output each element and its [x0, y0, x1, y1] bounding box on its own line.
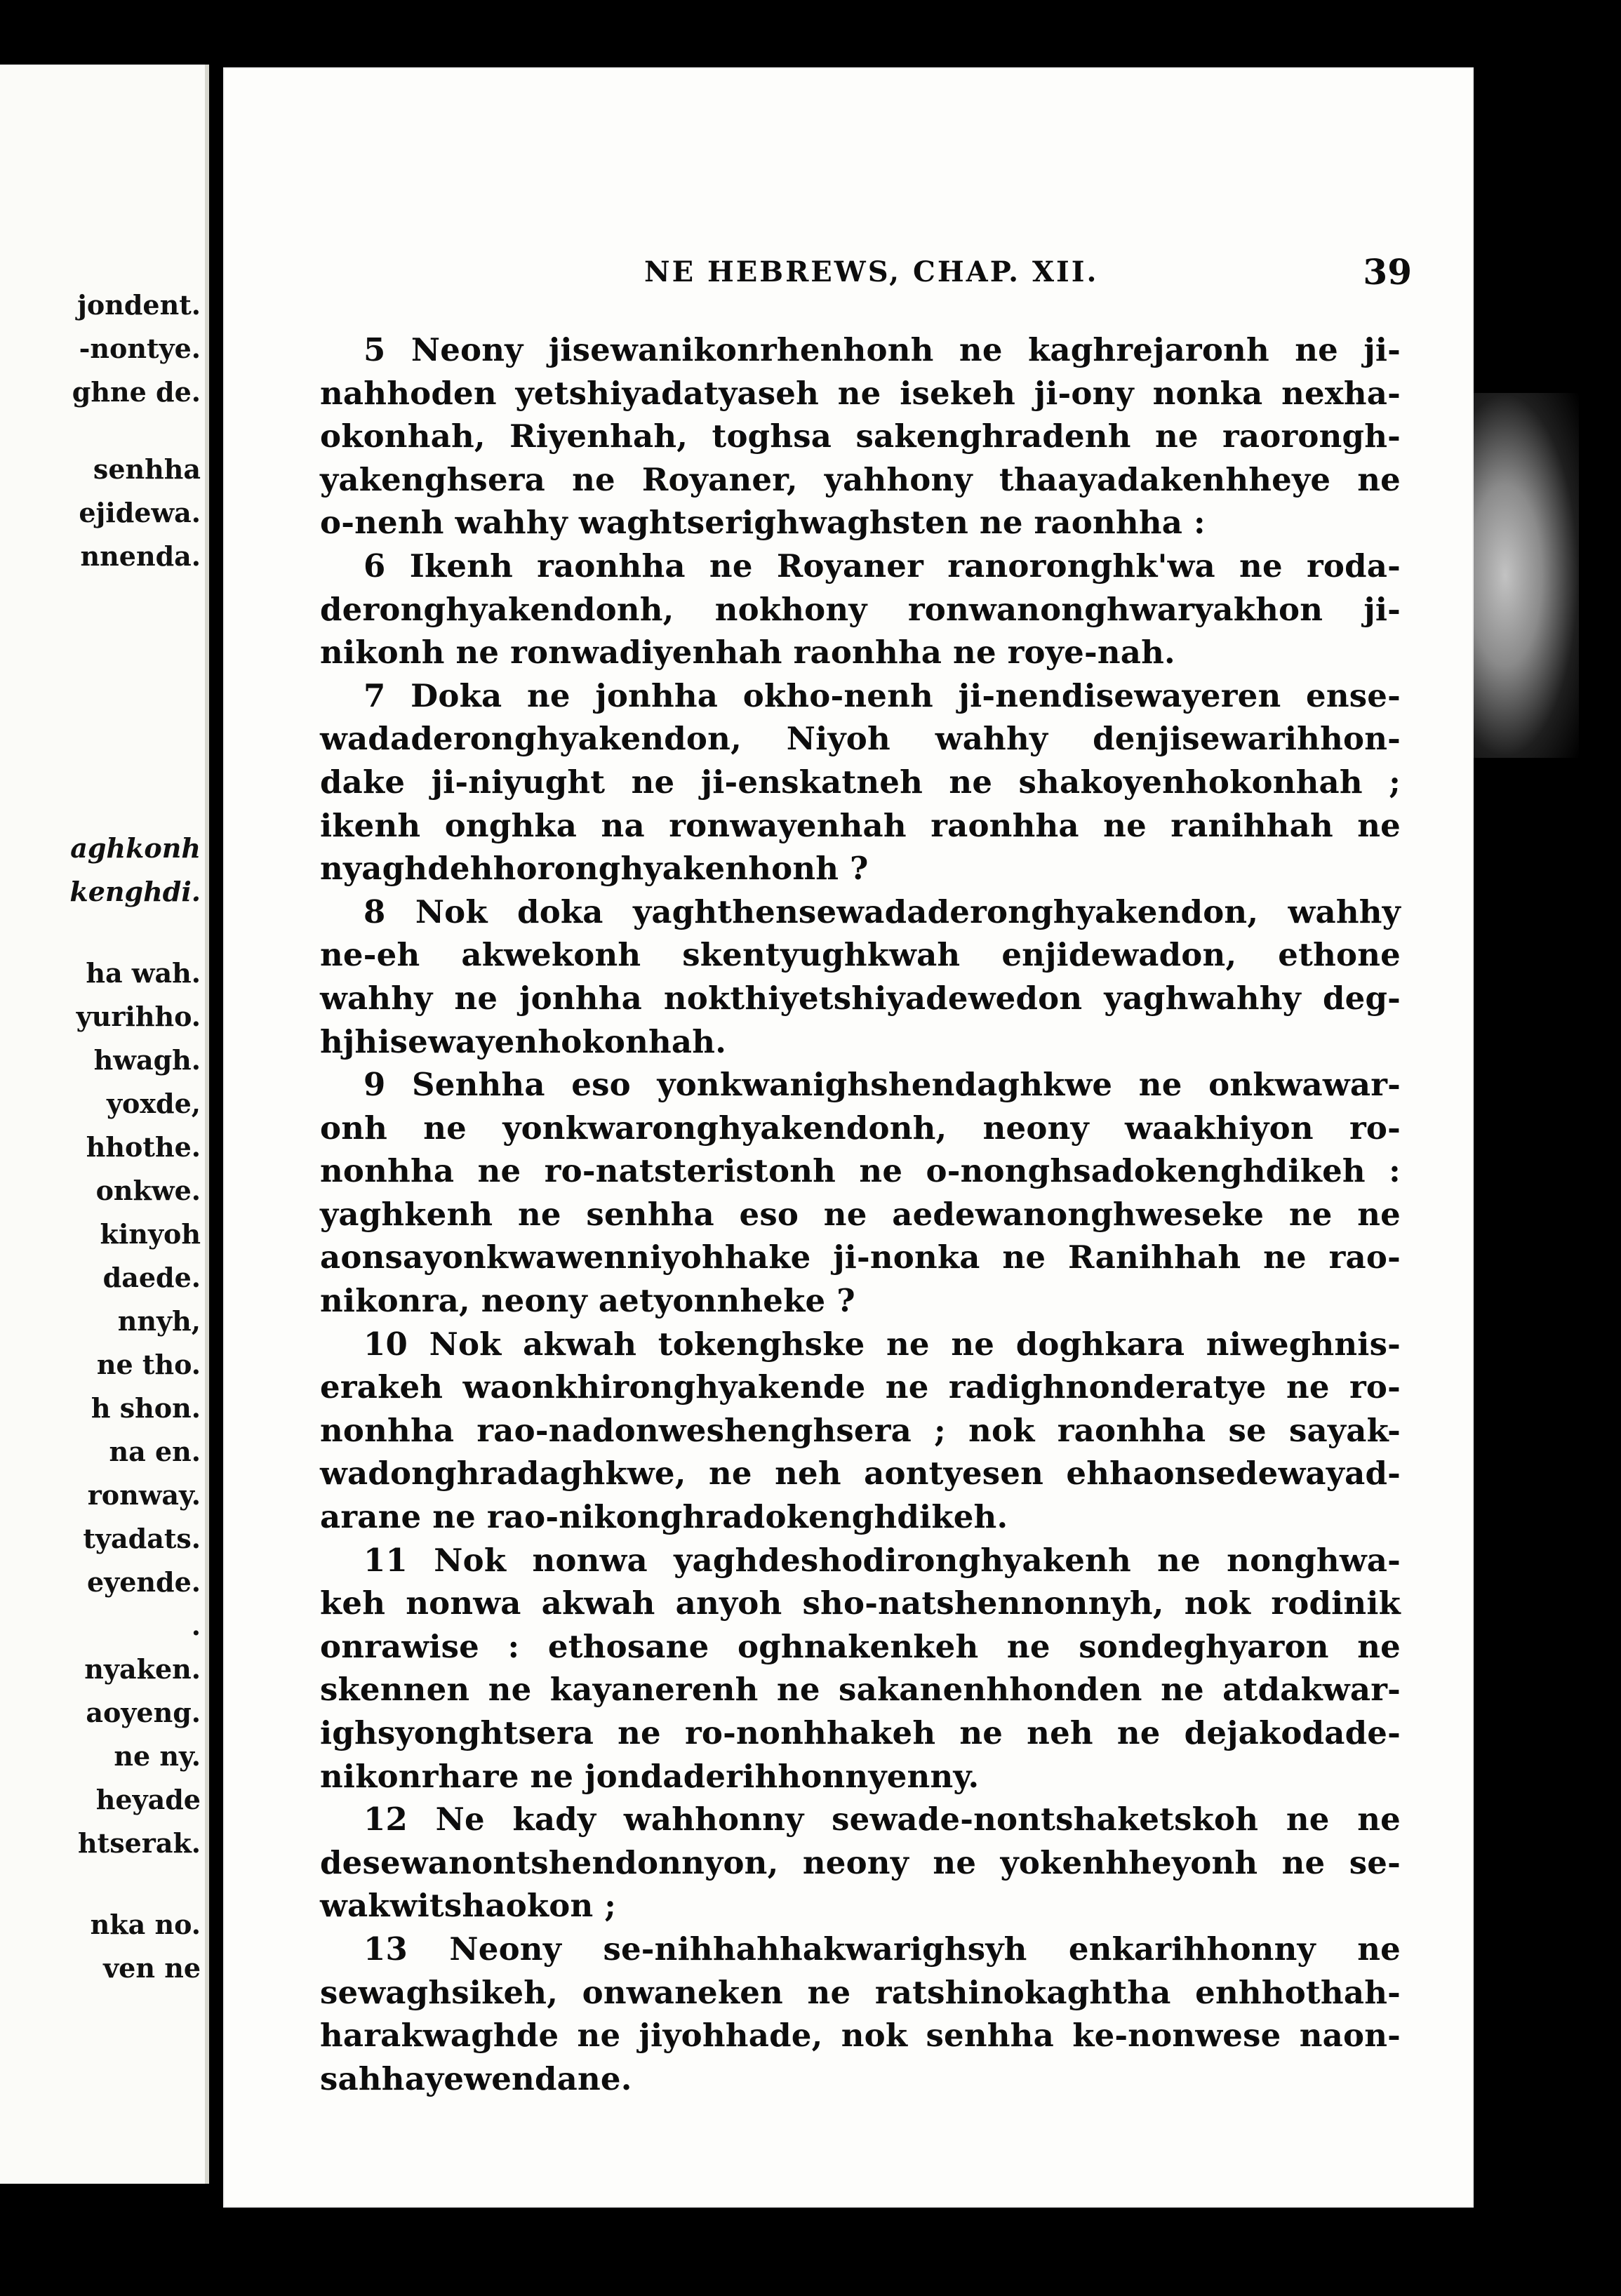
left-page-line: ejidewa.: [79, 497, 201, 528]
left-page-line: .: [191, 1610, 201, 1641]
text-line: nahhoden yetshiyadatyaseh ne isekeh ji-ony nonka nexha-: [320, 374, 1401, 412]
left-page-line: ven ne: [103, 1952, 201, 1984]
left-page-line: tyadats.: [83, 1523, 201, 1554]
left-page-line: jondent.: [77, 289, 201, 321]
left-page-line: ne tho.: [96, 1349, 201, 1380]
text-line: ighsyonghtsera ne ro-nonhhakeh ne neh ne dejakodade-: [320, 1714, 1401, 1751]
left-page-line: aoyeng.: [86, 1697, 201, 1728]
left-page-line: ronway.: [87, 1479, 201, 1511]
left-page-line: nka no.: [90, 1909, 201, 1940]
text-line: deronghyakendonh, nokhony ronwanonghwaryakhon ji-: [320, 590, 1401, 628]
left-page-line: nnyh,: [117, 1305, 201, 1337]
text-line: nonhha rao-nadonweshenghsera ; nok raonhha se sayak-: [320, 1411, 1401, 1449]
text-line: desewanontshendonnyon, neony ne yokenhheyonh ne se-: [320, 1843, 1401, 1881]
verse-first-line: 11 Nok nonwa yaghdeshodironghyakenh ne nonghwa-: [363, 1541, 1401, 1579]
text-line: wakwitshaokon ;: [320, 1887, 617, 1925]
text-line: erakeh waonkhironghyakende ne radighnonderatye ne ro-: [320, 1368, 1401, 1406]
text-line: wadaderonghyakendon, Niyoh wahhy denjisewarihhon-: [320, 720, 1401, 758]
left-page-line: kenghdi.: [69, 876, 201, 907]
verse-first-line: 7 Doka ne jonhha okho-nenh ji-nendisewayeren ense-: [363, 676, 1401, 714]
left-page-line: ghne de.: [72, 376, 201, 408]
text-line: o-nenh wahhy waghtserighwaghsten ne raonhha :: [320, 504, 1206, 542]
verse-first-line: 12 Ne kady wahhonny sewade-nontshaketskoh ne ne: [363, 1801, 1401, 1838]
page-number: 39: [1363, 251, 1412, 293]
text-line: keh nonwa akwah anyoh sho-natshennonnyh, nok rodinik: [320, 1584, 1401, 1622]
text-line: sahhayewendane.: [320, 2060, 632, 2097]
text-line: okonhah, Riyenhah, toghsa sakenghradenh ne raorongh-: [320, 418, 1401, 455]
text-line: yaghkenh ne senhha eso ne aedewanonghweseke ne ne: [320, 1195, 1401, 1233]
text-line: aonsayonkwawenniyohhake ji-nonka ne Ranihhah ne rao-: [320, 1239, 1401, 1276]
text-line: arane ne rao-nikonghradokenghdikeh.: [320, 1498, 1008, 1536]
text-line: wahhy ne jonhha nokthiyetshiyadewedon yaghwahhy deg-: [320, 979, 1401, 1017]
body-text: [320, 328, 1401, 2100]
text-line: onrawise : ethosane oghnakenkeh ne sondeghyaron ne: [320, 1627, 1401, 1665]
left-page-line: na en.: [109, 1436, 201, 1467]
text-line: nyaghdehhoronghyakenhonh ?: [320, 850, 869, 888]
text-line: sewaghsikeh, onwaneken ne ratshinokaghtha enhhothah-: [320, 1973, 1401, 2011]
verse-first-line: 10 Nok akwah tokenghske ne ne doghkara niweghnis-: [363, 1325, 1401, 1363]
left-page-line: h shon.: [91, 1392, 201, 1424]
left-page-line: daede.: [102, 1262, 201, 1293]
left-page-line: ne ny.: [114, 1740, 201, 1772]
text-line: nikonrhare ne jondaderihhonnyenny.: [320, 1757, 980, 1795]
text-line: ikenh onghka na ronwayenhah raonhha ne ranihhah ne: [320, 806, 1401, 844]
left-page-line: hhothe.: [86, 1131, 201, 1163]
verse-first-line: 6 Ikenh raonhha ne Royaner ranoronghk'wa ne roda-: [363, 547, 1401, 585]
text-line: nonhha ne ro-natsteristonh ne o-nonghsadokenghdikeh :: [320, 1152, 1401, 1190]
left-page-line: aghkonh: [70, 832, 201, 864]
left-page-line: -nontye.: [79, 333, 201, 364]
left-page-line: kinyoh: [100, 1218, 201, 1250]
left-page-line: hwagh.: [93, 1044, 201, 1076]
text-line: hjhisewayenhokonhah.: [320, 1022, 727, 1060]
text-line: nikonra, neony aetyonnheke ?: [320, 1282, 855, 1320]
running-title: NE HEBREWS, CHAP. XII.: [644, 255, 1099, 288]
text-line: dake ji-niyught ne ji-enskatneh ne shakoyenhokonhah ;: [320, 763, 1401, 801]
running-head: [223, 251, 1474, 293]
left-page-line: eyende.: [86, 1566, 201, 1598]
left-page-line: ha wah.: [86, 957, 201, 989]
left-page-line: senhha: [93, 453, 201, 485]
right-page: [223, 67, 1474, 2208]
text-line: skennen ne kayanerenh ne sakanenhhonden ne atdakwar-: [320, 1671, 1401, 1709]
left-page-fragment: [0, 65, 209, 2184]
verse-first-line: 8 Nok doka yaghthensewadaderonghyakendon, wahhy: [363, 893, 1401, 930]
text-line: wadonghradaghkwe, ne neh aontyesen ehhaonsedewayad-: [320, 1455, 1401, 1493]
text-line: harakwaghde ne jiyohhade, nok senhha ke-nonwese naon-: [320, 2017, 1401, 2055]
left-page-line: heyade: [95, 1784, 201, 1815]
left-page-line: onkwe.: [95, 1175, 201, 1206]
text-line: ne-eh akwekonh skentyughkwah enjidewadon, ethone: [320, 936, 1401, 974]
verse-first-line: 9 Senhha eso yonkwanighshendaghkwe ne onkwawar-: [363, 1066, 1401, 1104]
text-line: onh ne yonkwaronghyakendonh, neony waakhiyon ro-: [320, 1109, 1401, 1147]
text-line: yakenghsera ne Royaner, yahhony thaayadakenhheye ne: [320, 460, 1401, 498]
text-line: nikonh ne ronwadiyenhah raonhha ne roye-nah.: [320, 634, 1175, 672]
left-page-line: nnenda.: [80, 540, 201, 572]
left-page-line: yoxde,: [106, 1088, 201, 1119]
scan-edge-artifact: [1474, 393, 1579, 758]
verse-first-line: 5 Neony jisewanikonrhenhonh ne kaghrejaronh ne ji-: [363, 331, 1401, 368]
left-page-line: yurihho.: [76, 1001, 201, 1032]
left-page-line: nyaken.: [84, 1653, 201, 1685]
left-page-line: htserak.: [78, 1827, 201, 1859]
verse-first-line: 13 Neony se-nihhahhakwarighsyh enkarihhonny ne: [363, 1930, 1401, 1968]
